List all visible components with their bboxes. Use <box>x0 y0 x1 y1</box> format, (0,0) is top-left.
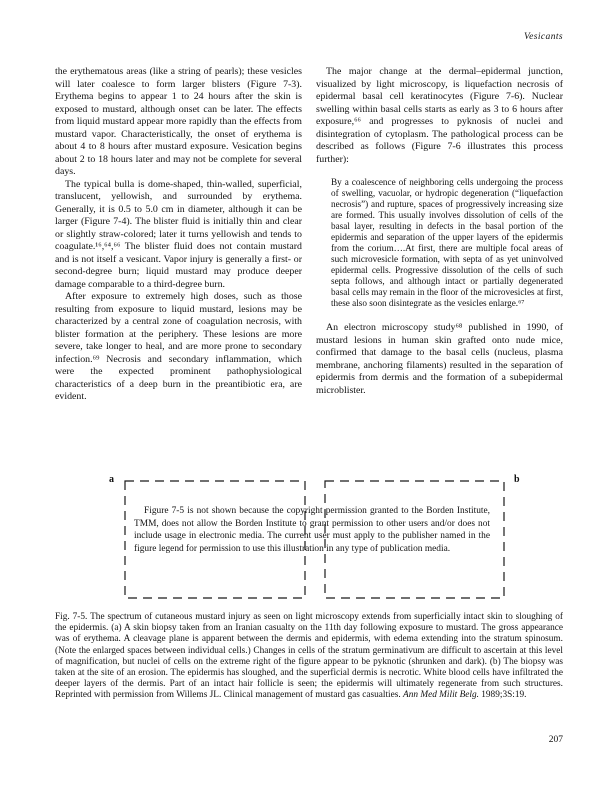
page-number: 207 <box>548 735 563 745</box>
block-quote: By a coalescence of neighboring cells undergoing the process of swelling, vacuolar, or hydropic degeneration (“liquefaction necrosis”) and rupture, spaces of progressively increasing size are formed. This usually involves dissolution of cells of the basal layer, resulting in defects in the basal portion of the epidermis and separation of the upper layers of the epidermis from the corium….At first, there are multiple focal areas of such microvesicle formation, with septa of as yet uninvolved epidermal cells. Progressive dissolution of the cells of such septa follows, and although intact or partially degenerated basal cells may remain in the floor of the microvesicles at first, these also soon disintegrate as the vesicles enlarge.⁶⁷ <box>331 177 563 308</box>
figure-caption-journal-title: Ann Med Milit Belg. <box>403 690 479 701</box>
figure-panel-label-b: b <box>514 474 520 485</box>
body-paragraph: the erythematous areas (like a string of pearls); these vesicles will later coalesce to form larger blisters (Figure 7-3). Erythema begins to appear 1 to 24 hours after the skin is exposed to mustard, although onset can be later. The effects from liquid mustard appear more rapidly than the effects from mustard vapor. Characteristically, the onset of erythema is about 4 to 8 hours after mustard exposure. Vesication begins about 2 to 18 hours later and may not be complete for several days. <box>55 66 302 177</box>
figure-caption <box>55 612 563 702</box>
body-paragraph: After exposure to extremely high doses, such as those resulting from exposure to liquid mustard, lesions may be characterized by a central zone of coagulation necrosis, with blister formation at the periphery. These lesions are more severe, take longer to heal, and are more prone to secondary infection.⁶⁹ Necrosis and secondary inflammation, which were the expected prominent pathophysiological characteristics of a deep burn in the preantibiotic era, are evident. <box>55 291 302 402</box>
body-paragraph: The major change at the dermal–epidermal junction, visualized by light microscopy, is liquefaction necrosis of epidermal basal cell keratinocytes (Figure 7-6). Nuclear swelling within basal cells starts as early as 3 to 6 hours after exposure,⁶⁶ and progresses to pyknosis of nuclei and disintegration of cytoplasm. The pathological process can be described as follows (Figure 7-6 illustrates this process further): <box>316 66 563 165</box>
left-column <box>55 66 302 404</box>
body-paragraph: An electron microscopy study⁶⁸ published in 1990, of mustard lesions in human skin grafted onto nude mice, confirmed that damage to the basal cells (nucleus, plasma membrane, anchoring filaments) resulted in the separation of epidermis from dermis and the formation of a subepidermal microblister. <box>316 322 563 396</box>
figure-copyright-notice: Figure 7-5 is not shown because the copyright permission granted to the Borden Institute, TMM, does not allow the Borden Institute to grant permission to other users and/or does not include usage in electronic media. The current user must apply to the publisher named in the figure legend for permission to use this illustration in any type of publication media. <box>134 506 490 554</box>
figure-caption-citation-tail: 1989;3S:19. <box>478 690 527 701</box>
right-column <box>316 66 563 404</box>
running-header: Vesicants <box>524 32 563 42</box>
body-columns <box>55 66 563 404</box>
figure-caption-text: Fig. 7-5. The spectrum of cutaneous mustard injury as seen on light microscopy extends from superficially intact skin to sloughing of the epidermis. (a) A skin biopsy taken from an Iranian casualty on the 11th day following exposure to mustard. The gross appearance was of erythema. A cleavage plane is apparent between the dermis and epidermis, with edema extending into the stratum spinosum. (Note the enlarged spaces between individual cells.) Changes in cells of the stratum germinativum are difficult to ascertain at this level of magnification, but nuclei of cells on the extreme right of the figure appear to be pyknotic (shrunken and dark). (b) The biopsy was taken at the site of an erosion. The epidermis has sloughed, and the superficial dermis is necrotic. White blood cells have infiltrated the deeper layers of the dermis. Part of an intact hair follicle is seen; the epidermis will ultimately regenerate from such structures. Reprinted with permission from Willems JL. Clinical management of mustard gas casualties. <box>55 612 563 701</box>
figure-panel-label-a: a <box>109 474 114 485</box>
body-paragraph: The typical bulla is dome-shaped, thin-walled, superficial, translucent, yellowish, and surrounded by erythema. Generally, it is 0.5 to 5.0 cm in diameter, although it can be larger (Figure 7-4). The blister fluid is initially thin and clear or slightly straw-colored; later it turns yellowish and tends to coagulate.¹⁶,⁶⁴,⁶⁶ The blister fluid does not contain mustard and is not itself a vesicant. Vapor injury is generally a first- or second-degree burn; liquid mustard may produce deeper damage comparable to a third-degree burn. <box>55 178 302 290</box>
